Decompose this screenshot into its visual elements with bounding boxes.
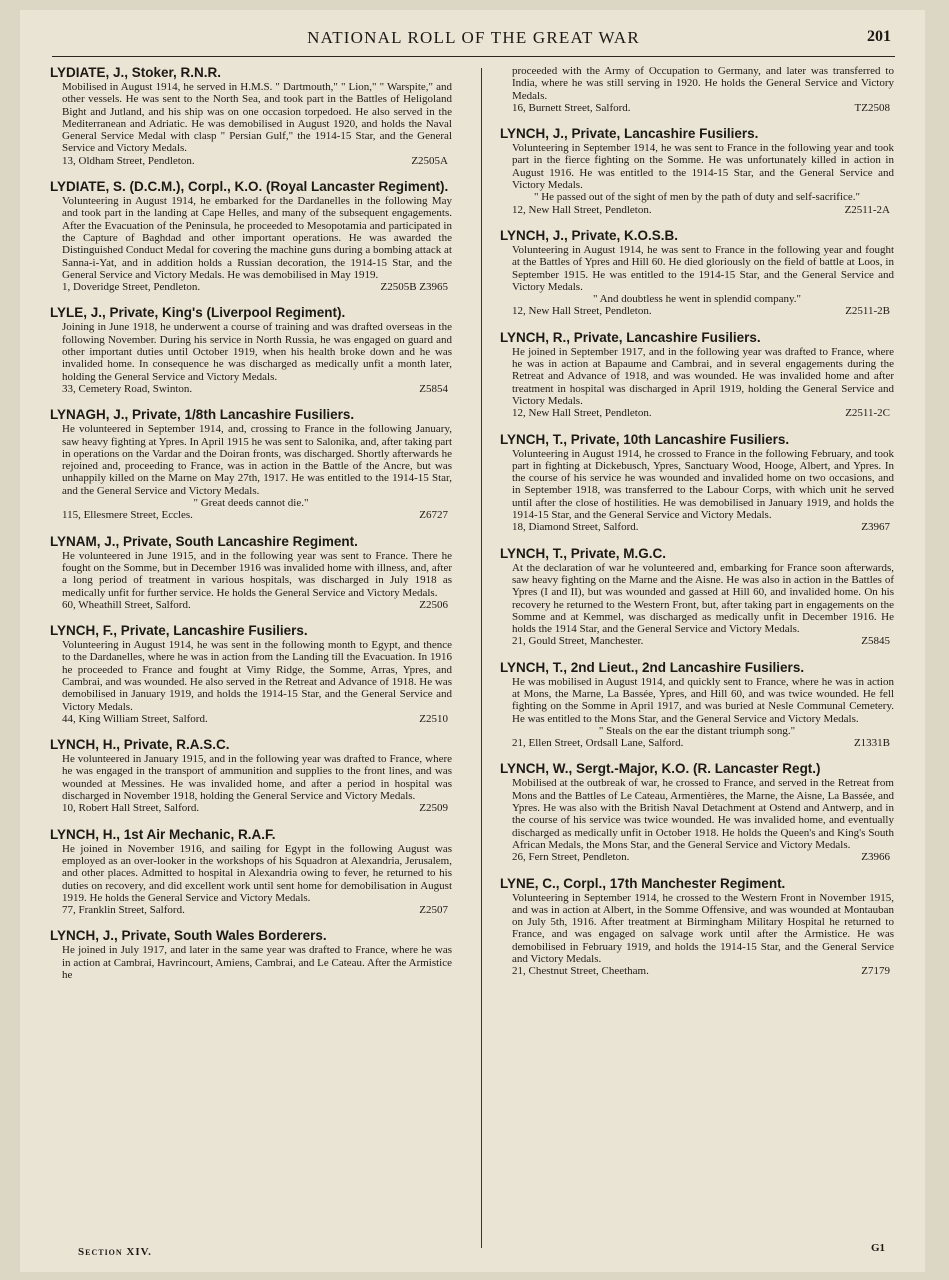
entry-epitaph: " He passed out of the sight of men by the path of duty and self-sacrifice." [533, 191, 861, 204]
entry-name: LYNCH, R., Private, Lancashire Fusiliers. [500, 329, 761, 345]
entry-name: LYNE, C., Corpl., 17th Manchester Regiment. [500, 875, 786, 891]
entry-text: Mobilised at the outbreak of war, he crossed to France, and served in the Retreat from Mons and the Battles of Le Cateau, Armentières, the Marne, the Aisne, La Bassée, and Ypres. He was also with the British Naval Detachment at Ostend and Antwerp, and in the course of his service was twice wounded. He was invalided home, and eventually discharged as medically unfit in October 1918. He holds the Queen's and King's South African Medals, the Mons Star, and the General Service and Victory Medals. [512, 777, 894, 851]
entry-name: LYNCH, H., Private, R.A.S.C. [50, 737, 230, 753]
entry-ref: Z2509 [419, 802, 448, 815]
entry-ref: Z2505B Z3965 [380, 281, 448, 294]
entry-ref: TZ2508 [854, 101, 890, 114]
roll-entry [50, 623, 452, 725]
roll-entry [50, 65, 452, 167]
entry-address-line [50, 155, 452, 167]
entry-text: He joined in September 1917, and in the following year was drafted to France, where he was in action at Bapaume and Cambrai, and in several engagements during the Retreat and Advance of 1918, and was wounded. He was invalided home and after treatment in hospital was discharged in April 1919, holding the General Service and Victory Medals. [512, 345, 894, 407]
entry-address-line [50, 802, 452, 814]
printer-signature: G1 [870, 1242, 885, 1254]
entry-address-line [500, 102, 894, 114]
entry-name: LYNCH, J., Private, Lancashire Fusiliers. [500, 126, 759, 142]
entry-ref: Z2505A [411, 154, 448, 167]
entry-address: 21, Chestnut Street, Cheetham. [512, 965, 649, 978]
entry-text: Volunteering in August 1914, he was sent in the following month to Egypt, and thence to the Dardanelles, where he was in action from the Landing till the Evacuation. In 1916 he proceeded to France and fought at Vimy Ridge, the Somme, Arras, Ypres, and Cambrai, and was wounded. He also served in the Retreat and Advance of 1918. He was demobilised in January 1919, and holds the 1914-15 Star, and the General Service and Victory Medals. [62, 639, 452, 713]
entry-address: 21, Gould Street, Manchester. [512, 635, 644, 648]
entry-text: Volunteering in August 1914, he embarked for the Dardanelles in the following May and took part in the landing at Cape Helles, and many of the subsequent engagements. After the Evacuation of the Peninsula, he proceeded to Mesopotamia and participated in the Capture of Baghdad and other important operations. He was awarded the Distinguished Conduct Medal for covering the machine guns during a bombing attack at Sanna-i-Yat, and in addition holds a Russian decoration, the 1914-15 Star, and the General Service and Victory Medals. He was demobilised in May 1919. [62, 195, 452, 281]
entry-address: 77, Franklin Street, Salford. [62, 904, 185, 917]
entry-name: LYLE, J., Private, King's (Liverpool Regiment). [50, 305, 346, 321]
entry-name: LYNCH, T., Private, 10th Lancashire Fusiliers. [500, 431, 790, 447]
entry-ref: Z2510 [419, 712, 448, 725]
entry-ref: Z2511-2A [844, 203, 890, 216]
entry-address-line [500, 407, 894, 419]
page-title: NATIONAL ROLL OF THE GREAT WAR [307, 28, 640, 47]
entry-ref: Z6727 [419, 509, 448, 522]
entry-address-line [50, 713, 452, 725]
page-number: 201 [867, 28, 891, 45]
entry-ref: Z2511-2C [845, 407, 890, 420]
right-column [500, 65, 894, 990]
roll-entry [50, 534, 452, 611]
entry-text: He joined in July 1917, and later in the same year was drafted to France, where he was in action at Cambrai, Havrincourt, Amiens, Cambrai, and Le Cateau. After the Armistice he [62, 944, 452, 982]
roll-entry [500, 660, 894, 750]
roll-entry [50, 305, 452, 395]
entry-address: 60, Wheathill Street, Salford. [62, 598, 191, 611]
entry-address-line [50, 904, 452, 916]
entry-address-line [50, 383, 452, 395]
continued-entry [500, 65, 894, 114]
entry-address: 44, King William Street, Salford. [62, 712, 208, 725]
entry-address-line [50, 509, 452, 521]
entry-address-line [500, 851, 894, 863]
entry-name: LYDIATE, S. (D.C.M.), Corpl., K.O. (Royal Lancaster Regiment). [50, 179, 449, 195]
roll-entry [500, 876, 894, 978]
entry-ref: Z3966 [861, 851, 890, 864]
entry-ref: Z5845 [861, 635, 890, 648]
entry-address-line [500, 965, 894, 977]
entry-name: LYNCH, F., Private, Lancashire Fusiliers. [50, 623, 308, 639]
entry-address: 12, New Hall Street, Pendleton. [512, 203, 652, 216]
entry-text: Mobilised in August 1914, he served in H.M.S. " Dartmouth," " Lion," " Warspite," and other vessels. He was sent to the North Sea, and took part in the Battles of Heligoland Bight and Jutland, and his ship was on one occasion torpedoed. He also served in the Mediterranean and Adriatic. He was demobilised in August 1920, and holds the Naval General Service Medal with clasp " Persian Gulf," the 1914-15 Star, and the General Service and Victory Medals. [62, 81, 452, 155]
entry-text: Volunteering in September 1914, he was sent to France in the following year and took part in the fierce fighting on the Somme. He was unfortunately killed in action in August 1916. He was entitled to the 1914-15 Star, and the General Service and Victory Medals. [512, 142, 894, 192]
roll-entry [50, 928, 452, 981]
entry-ref: Z3967 [861, 521, 890, 534]
entry-address: 10, Robert Hall Street, Salford. [62, 802, 200, 815]
section-label: Section XIV. [78, 1246, 152, 1258]
page-header [52, 22, 895, 57]
roll-entry [50, 827, 452, 917]
entry-address: 12, New Hall Street, Pendleton. [512, 305, 652, 318]
entry-address: 26, Fern Street, Pendleton. [512, 851, 630, 864]
roll-entry [500, 761, 894, 863]
entry-address: 21, Ellen Street, Ordsall Lane, Salford. [512, 737, 684, 750]
entry-name: LYNCH, T., Private, M.G.C. [500, 545, 667, 561]
entry-name: LYNAGH, J., Private, 1/8th Lancashire Fusiliers. [50, 407, 355, 423]
entry-epitaph: " And doubtless he went in splendid company." [592, 293, 802, 306]
entry-address-line [500, 737, 894, 749]
entry-ref: Z5854 [419, 382, 448, 395]
entry-address: 33, Cemetery Road, Swinton. [62, 382, 193, 395]
entry-address: 16, Burnett Street, Salford. [512, 101, 631, 114]
entry-text: Volunteering in August 1914, he was sent to France in the following year and fought at the Battles of Ypres and Hill 60. He died gloriously on the field of battle at Loos, in September 1915. He was entitled to the 1914-15 Star, and the General Service and Victory Medals. [512, 243, 894, 293]
entry-name: LYNCH, J., Private, South Wales Borderers. [50, 928, 327, 944]
entry-text: He volunteered in January 1915, and in the following year was drafted to France, where he was engaged in the transport of ammunition and supplies to the front lines, and was wounded at Messines. He was invalided home, and after a period in hospital was discharged in November 1918, holding the General Service and Victory Medals. [62, 753, 452, 803]
entry-address-line [50, 281, 452, 293]
entry-address: 18, Diamond Street, Salford. [512, 521, 639, 534]
entry-epitaph: " Great deeds cannot die." [193, 497, 309, 510]
entry-address-line [50, 599, 452, 611]
roll-entry [500, 432, 894, 534]
right-entries [500, 126, 894, 977]
entry-ref: Z7179 [861, 965, 890, 978]
entry-text: Joining in June 1918, he underwent a course of training and was drafted overseas in the following November. During his service in North Russia, he was engaged on guard and other important duties until October 1919, when his health broke down and he was invalided home. In consequence he was discharged as medically unfit a month later, holding the General Service and Victory Medals. [62, 321, 452, 383]
entry-text: He volunteered in September 1914, and, crossing to France in the following January, saw heavy fighting at Ypres. In April 1915 he was sent to Salonika, and, after taking part in operations on the Vardar and the Doiran fronts, was discharged. Shortly afterwards he rejoined and, proceeding to France, was in action in the Battle of the Ancre, but was unhappily killed on the Marne on May 27th, 1917. He was entitled to the 1914-15 Star, and the General Service and Victory Medals. [62, 423, 452, 497]
entry-epitaph: " Steals on the ear the distant triumph song." [598, 724, 796, 737]
entry-ref: Z2506 [419, 598, 448, 611]
roll-entry [500, 546, 894, 648]
entry-text: proceeded with the Army of Occupation to Germany, and later was transferred to India, where he was still serving in 1920. He holds the General Service and Victory Medals. [512, 65, 894, 102]
entry-address: 1, Doveridge Street, Pendleton. [62, 281, 201, 294]
roll-entry [50, 407, 452, 521]
entry-name: LYNCH, J., Private, K.O.S.B. [500, 227, 679, 243]
entry-text: He joined in November 1916, and sailing for Egypt in the following August was employed as an over-looker in the workshops of his Squadron at Alexandria, Jerusalem, and other places. Admitted to hospital in Alexandria owing to fever, he returned to his duties on recovery, and did excellent work until sent home for demobilisation in August 1919. He holds the General Service and Victory Medals. [62, 842, 452, 904]
entry-text: At the declaration of war he volunteered and, embarking for France soon afterwards, saw heavy fighting on the Marne and the Aisne. He was also in action in the Battles of Ypres (I and II), but was wounded and gassed at Hill 60, and invalided home. On his recovery he returned to the Western Front, but, after taking part in engagements on the Somme and at Kemmel, was discharged as medically unfit in December 1916. He holds the 1914 Star, and the General Service and Victory Medals. [512, 561, 894, 636]
entry-ref: Z1331B [853, 737, 890, 750]
roll-entry [500, 228, 894, 318]
entry-ref: Z2511-2B [845, 305, 890, 318]
entry-address: 115, Ellesmere Street, Eccles. [62, 509, 193, 522]
entry-text: Volunteering in September 1914, he crossed to the Western Front in November 1915, and was in action at Albert, in the Somme Offensive, and was wounded at Montauban on July 5th, 1916. After treatment at Birmingham Military Hospital he returned to France, and was engaged on salvage work until after the Armistice. He was demobilised in February 1919, and holds the 1914-15 Star, and the General Service and Victory Medals. [512, 891, 894, 966]
left-column [50, 65, 452, 993]
entry-address-line [500, 305, 894, 317]
entry-address: 13, Oldham Street, Pendleton. [62, 154, 195, 167]
entry-name: LYNCH, T., 2nd Lieut., 2nd Lancashire Fusiliers. [500, 659, 805, 675]
entry-name: LYNCH, H., 1st Air Mechanic, R.A.F. [50, 826, 276, 842]
entry-name: LYNCH, W., Sergt.-Major, K.O. (R. Lancaster Regt.) [500, 761, 821, 777]
entry-ref: Z2507 [419, 904, 448, 917]
entry-text: Volunteering in August 1914, he crossed to France in the following February, and took part in fighting at Dickebusch, Ypres, Sanctuary Wood, Hooge, Albert, and Ypres. In the course of his service he was wounded and invalided home on two occasions, and in September 1918, was transferred to the Labour Corps, with which unit he served until after the close of hostilities. He was demobilised in January 1919, and holds the 1914-15 Star, and the General Service and Victory Medals. [512, 447, 894, 522]
entry-name: LYNAM, J., Private, South Lancashire Regiment. [50, 533, 358, 549]
entry-text: He was mobilised in August 1914, and quickly sent to France, where he was in action at Mons, the Marne, La Bassée, Ypres, and Hill 60, and was twice wounded. He fell fighting on the Somme in April 1917, and was buried at Nesle Communal Cemetery. He was entitled to the Mons Star, and the General Service and Victory Medals. [512, 675, 894, 725]
roll-entry [500, 126, 894, 216]
document-page [20, 10, 925, 1272]
entry-address: 12, New Hall Street, Pendleton. [512, 407, 652, 420]
entry-address-line [500, 521, 894, 533]
roll-entry [500, 330, 894, 420]
page-footer [78, 1242, 885, 1258]
entry-address-line [500, 635, 894, 647]
column-divider [481, 68, 482, 1248]
entry-text: He volunteered in June 1915, and in the following year was sent to France. There he fought on the Somme, but in December 1916 was invalided home with illness, and, after a long period of treatment in various hospitals, was discharged in July 1918 as medically unfit for further service. He holds the General Service and Victory Medals. [62, 549, 452, 599]
entry-address-line [500, 204, 894, 216]
roll-entry [50, 179, 452, 293]
roll-entry [50, 737, 452, 814]
entry-name: LYDIATE, J., Stoker, R.N.R. [50, 65, 222, 80]
